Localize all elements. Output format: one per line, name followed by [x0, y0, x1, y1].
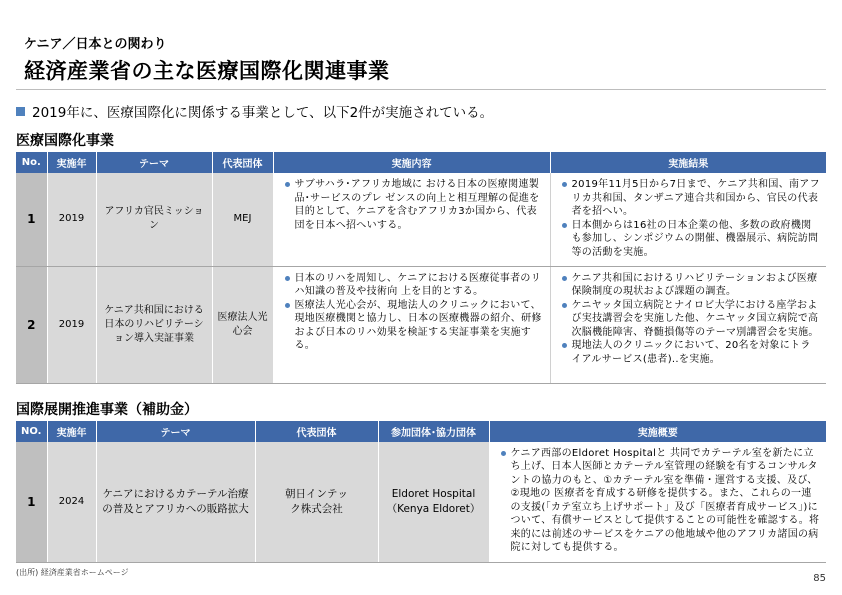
page-subtitle: ケニア／日本との関わり [24, 37, 167, 52]
row-content [273, 173, 550, 266]
page-number: 85 [813, 573, 826, 584]
international-expansion-table [16, 421, 826, 563]
summary-bullet-list [500, 447, 821, 555]
column-header-theme: テーマ [96, 152, 212, 173]
row-theme: ケニアにおけるカテーテル治療の普及とアフリカへの販路拡大 [96, 442, 255, 562]
section-heading-medical-internationalization: 医療国際化事業 [16, 133, 114, 149]
content-bullet: 日本のリハを周知し、ケニアにおける医療従事者のリハ知識の普及や技術向 上を目的とする。 [284, 272, 544, 299]
row-lead-org: MEJ [212, 173, 273, 266]
column-header-theme: テーマ [96, 421, 255, 442]
row-result [550, 266, 826, 383]
result-bullet: ケニア共和国におけるリハビリテーションおよび医療保険制度の現状および課題の調査。 [561, 272, 821, 299]
result-bullet: ケニヤッタ国立病院とナイロビ大学における座学および実技講習会を実施した他、ケニヤッタ国立病院で高次脳機能障害、脊髄損傷等のテーマ別講習会を実施。 [561, 299, 821, 340]
row-number: 2 [16, 266, 47, 383]
row-year: 2019 [47, 173, 96, 266]
result-bullet: 2019年11月5日から7日まで、ケニア共和国、南アフリカ共和国、タンザニア連合共和国から、官民の代表者を招へい。 [561, 178, 821, 219]
column-header-no: NO. [16, 421, 47, 442]
row-summary [489, 442, 826, 562]
row-partner-org: Eldoret Hospital（Kenya Eldoret） [378, 442, 489, 562]
section-heading-international-expansion: 国際展開推進事業（補助金） [16, 402, 198, 418]
content-bullet-list [284, 272, 544, 353]
column-header-content: 実施内容 [273, 152, 550, 173]
column-header-result: 実施結果 [550, 152, 826, 173]
title-divider [16, 89, 826, 90]
content-bullet: サブサハラ･アフリカ地域に おける日本の医療関連製品･サービスのプレ ゼンスの向上と相互理解の促進を目的として、ケニアを含むアフリカ3か国から、代表団を日本へ招へいする。 [284, 178, 544, 232]
column-header-lead-org: 代表団体 [212, 152, 273, 173]
row-theme: アフリカ官民ミッション [96, 173, 212, 266]
result-bullet: 現地法人のクリニックにおいて、20名を対象にトライアルサービス(患者)..を実施。 [561, 339, 821, 366]
column-header-partner-org: 参加団体･協力団体 [378, 421, 489, 442]
column-header-year: 実施年 [47, 421, 96, 442]
table-row [16, 266, 826, 383]
column-header-year: 実施年 [47, 152, 96, 173]
column-header-no: No. [16, 152, 47, 173]
lead-statement [16, 101, 493, 121]
medical-internationalization-table [16, 152, 826, 384]
table-header-row [16, 421, 826, 442]
page-title: 経済産業省の主な医療国際化関連事業 [24, 59, 390, 83]
row-number: 1 [16, 442, 47, 562]
table-row [16, 442, 826, 562]
row-content [273, 266, 550, 383]
table-header-row [16, 152, 826, 173]
content-bullet: 医療法人光心会が、現地法人のクリニックにおいて、現地医療機関と協力し、日本の医療機器の紹介、研修および日本のリハ効果を検証する実証事業を実施する。 [284, 299, 544, 353]
column-header-summary: 実施概要 [489, 421, 826, 442]
square-bullet-icon [16, 107, 25, 116]
table-row [16, 173, 826, 266]
content-bullet-list [284, 178, 544, 232]
row-theme: ケニア共和国における日本のリハビリテーション導入実証事業 [96, 266, 212, 383]
row-lead-org: 医療法人光心会 [212, 266, 273, 383]
column-header-lead-org: 代表団体 [255, 421, 378, 442]
row-number: 1 [16, 173, 47, 266]
result-bullet-list [561, 178, 821, 259]
row-year: 2024 [47, 442, 96, 562]
row-year: 2019 [47, 266, 96, 383]
result-bullet-list [561, 272, 821, 367]
source-note: (出所) 経済産業省ホームページ [16, 568, 129, 577]
lead-text: 2019年に、医療国際化に関係する事業として、以下2件が実施されている。 [32, 105, 494, 121]
row-lead-org: 朝日インテック株式会社 [255, 442, 378, 562]
row-result [550, 173, 826, 266]
summary-bullet: ケニア西部のEldoret Hospitalと 共同でカテーテル室を新たに立ち上げ、日本人医師とカテーテル室管理の経験を有するコンサルタントの協力のもと、①カテーテル室を準備・運営する支援、及び、②現地の 医療者を育成する研修を提供する。また、これらの一連の支援(「カテ室立ち上げサポート」及び「医療者育成サービス」)について、有償サービスとして提供することの可能性を確認する。将来的には前述のサービスをケニアの他地域や他のアフリカ諸国の病院に対しても提供する。 [500, 447, 821, 555]
result-bullet: 日本側からは16社の日本企業の他、多数の政府機関も参加し、シンポジウムの開催、機器展示、病院訪問等の活動を実施。 [561, 219, 821, 260]
